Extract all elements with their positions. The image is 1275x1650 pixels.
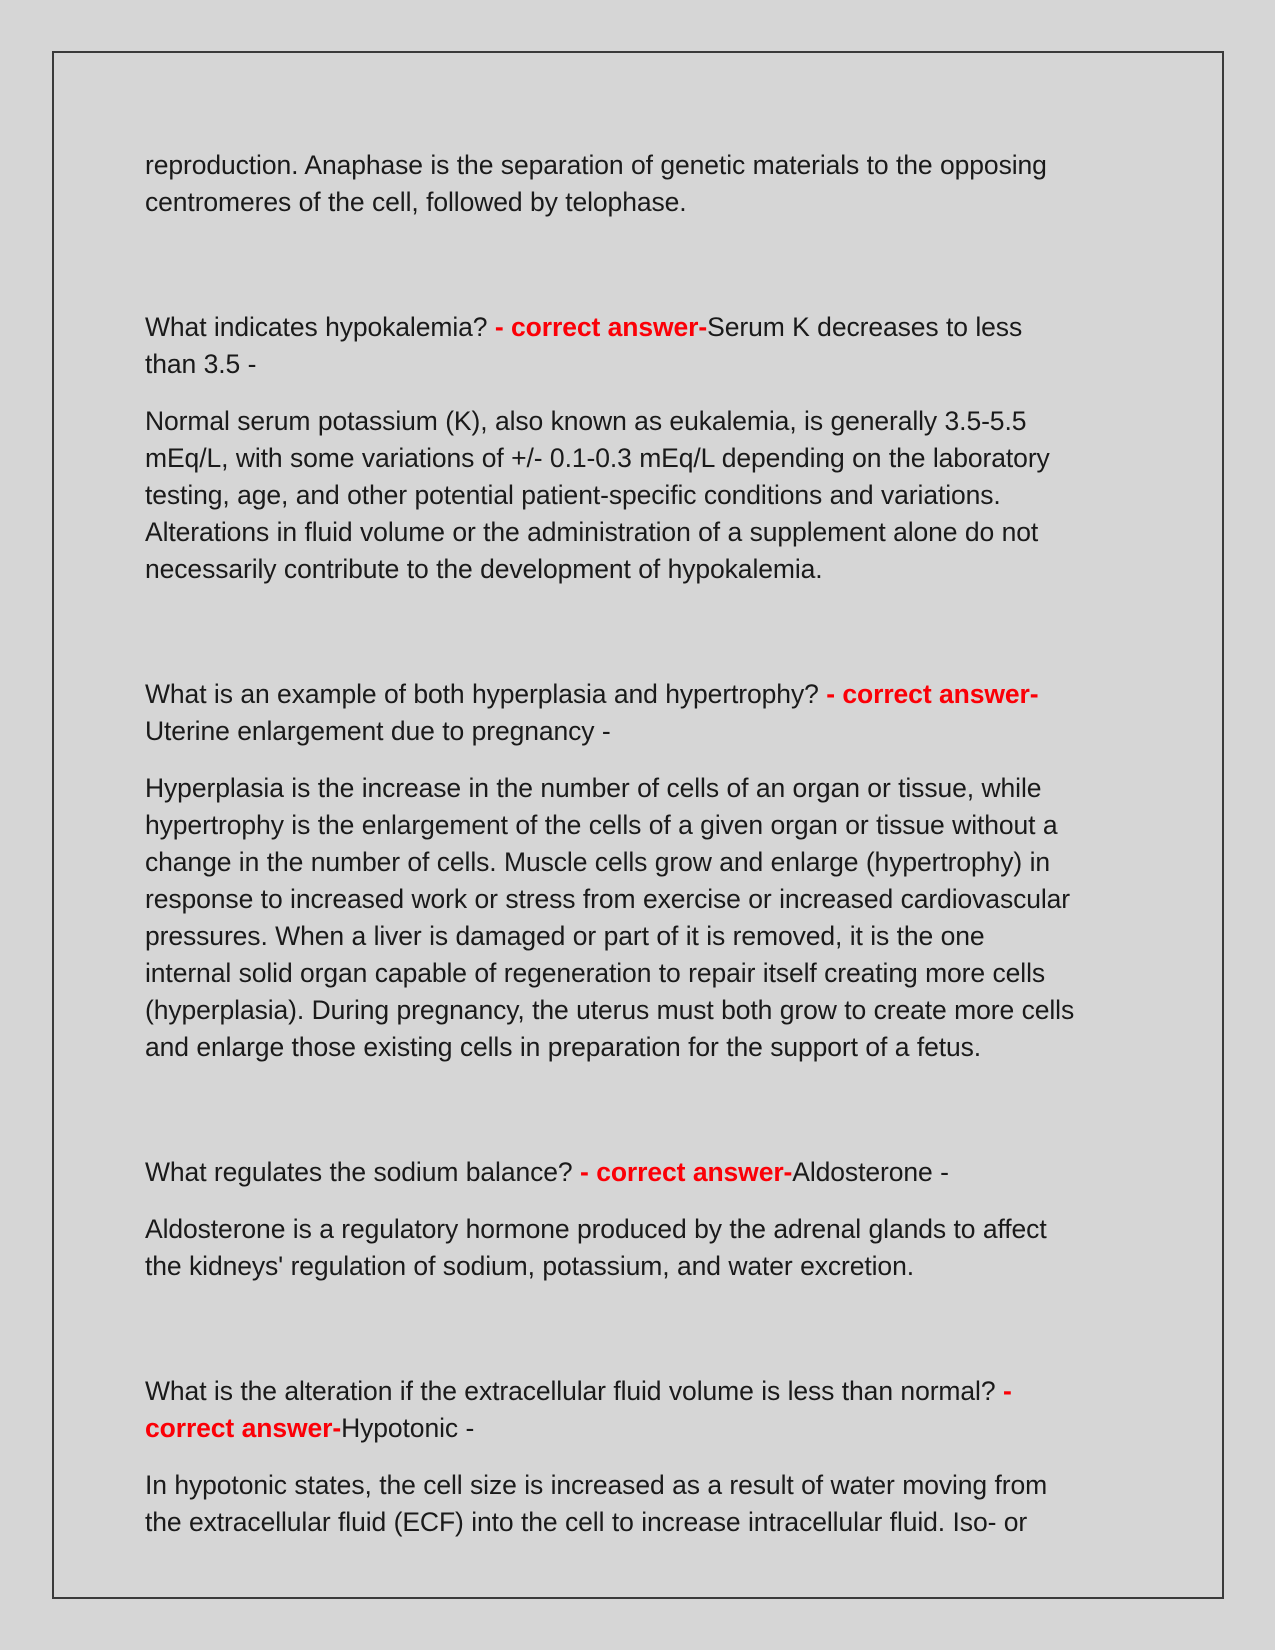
paragraph-sodium-balance-explanation xyxy=(145,1211,1075,1285)
qa-ecf-volume xyxy=(145,1373,1075,1447)
paragraph-text: Aldosterone is a regulatory hormone produced by the adrenal glands to affect the kidneys' regulation of sodium, potassium, and water excretion. xyxy=(145,1214,1047,1281)
paragraph-text: Hyperplasia is the increase in the number of cells of an organ or tissue, while hypertrophy is the enlargement of the cells of a given organ or tissue without a change in the number of cells. Muscle cells grow and enlarge (hypertrophy) in response to increased work or stress from exercise or increased cardiovascular pressures. When a liver is damaged or part of it is removed, it is the one internal solid organ capable of regeneration to repair itself creating more cells (hyperplasia). During pregnancy, the uterus must both grow to create more cells and enlarge those existing cells in preparation for the support of a fetus. xyxy=(145,773,1075,1062)
answer-text: Aldosterone - xyxy=(792,1157,949,1187)
question-text: What is the alteration if the extracellular fluid volume is less than normal? xyxy=(145,1376,1003,1406)
answer-text: Serum K decreases to less than 3.5 - xyxy=(145,312,1023,379)
paragraph-text: reproduction. Anaphase is the separation of genetic materials to the opposing centromeres of the cell, followed by telophase. xyxy=(145,150,1047,217)
correct-answer-marker: - correct answer- xyxy=(494,312,708,342)
correct-answer-marker: - correct answer- xyxy=(145,1376,1012,1443)
question-text: What regulates the sodium balance? xyxy=(145,1157,581,1187)
document-page xyxy=(52,51,1224,1599)
paragraph-hyperplasia-explanation xyxy=(145,770,1075,1066)
answer-text: Hypotonic - xyxy=(341,1413,475,1443)
correct-answer-marker: - correct answer- xyxy=(580,1157,793,1187)
document-text-body xyxy=(145,147,1075,1541)
paragraph-text: Normal serum potassium (K), also known as eukalemia, is generally 3.5-5.5 mEq/L, with some variations of +/- 0.1-0.3 mEq/L depending on the laboratory testing, age, and other potential patient-specific conditions and variations. Alterations in fluid volume or the administration of a supplement alone do not necessarily contribute to the development of hypokalemia. xyxy=(145,406,1050,584)
question-text: What indicates hypokalemia? xyxy=(145,312,495,342)
question-text: What is an example of both hyperplasia and hypertrophy? xyxy=(145,679,827,709)
answer-text: Uterine enlargement due to pregnancy - xyxy=(145,716,611,746)
qa-hypokalemia xyxy=(145,309,1075,383)
correct-answer-marker: - correct answer- xyxy=(826,679,1039,709)
paragraph-ecf-volume-explanation xyxy=(145,1467,1075,1541)
paragraph-hypokalemia-explanation xyxy=(145,403,1075,588)
paragraph-text: In hypotonic states, the cell size is increased as a result of water moving from the extracellular fluid (ECF) into the cell to increase intracellular fluid. Iso- or xyxy=(145,1470,1048,1537)
qa-sodium-balance xyxy=(145,1154,1075,1191)
paragraph-anaphase-continuation xyxy=(145,147,1075,221)
qa-hyperplasia-hypertrophy xyxy=(145,676,1075,750)
